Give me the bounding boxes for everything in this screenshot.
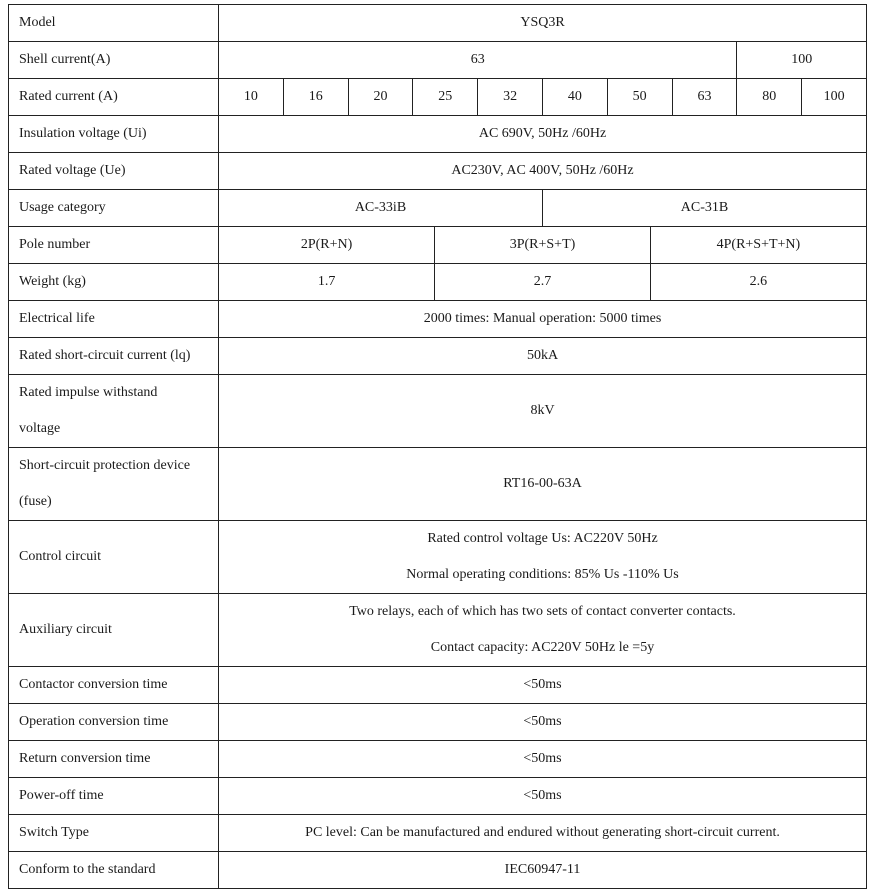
- rated-current-cell: 25: [413, 79, 478, 116]
- label-usage-category: Usage category: [9, 190, 219, 227]
- value-model: YSQ3R: [219, 5, 867, 42]
- label-shell-current: Shell current(A): [9, 42, 219, 79]
- value-pole-3p: 3P(R+S+T): [435, 227, 651, 263]
- label-impulse-voltage-line1: Rated impulse withstand: [19, 385, 158, 400]
- row-model: [9, 5, 867, 42]
- control-circuit-line2: Normal operating conditions: 85% Us -110% Us: [406, 567, 679, 582]
- label-protection-device-line2: (fuse): [19, 494, 52, 509]
- value-return-conversion: <50ms: [219, 741, 867, 778]
- rated-current-cell: 100: [802, 79, 867, 116]
- row-return-conversion: [9, 741, 867, 778]
- label-impulse-voltage-line2: voltage: [19, 421, 61, 436]
- row-shell-current: [9, 42, 867, 79]
- rated-current-cell: 40: [542, 79, 607, 116]
- row-control-circuit: [9, 521, 867, 594]
- value-usage-category-2: AC-31B: [542, 190, 866, 227]
- value-rated-voltage: AC230V, AC 400V, 50Hz /60Hz: [219, 153, 867, 190]
- pole-number-subtable: [219, 227, 866, 263]
- value-power-off: <50ms: [219, 778, 867, 815]
- label-pole-number: Pole number: [9, 227, 219, 264]
- label-rated-current: Rated current (A): [9, 79, 219, 116]
- value-weight-2p: 1.7: [219, 264, 435, 300]
- label-electrical-life: Electrical life: [9, 301, 219, 338]
- row-auxiliary-circuit: [9, 594, 867, 667]
- value-shell-current-63: 63: [219, 42, 737, 79]
- value-insulation-voltage: AC 690V, 50Hz /60Hz: [219, 116, 867, 153]
- label-short-circuit-current: Rated short-circuit current (lq): [9, 338, 219, 375]
- value-contactor-conversion: <50ms: [219, 667, 867, 704]
- row-usage-category: [9, 190, 867, 227]
- label-rated-voltage: Rated voltage (Ue): [9, 153, 219, 190]
- label-protection-device-line1: Short-circuit protection device: [19, 458, 191, 473]
- value-switch-type: PC level: Can be manufactured and endured without generating short-circuit current.: [219, 815, 867, 852]
- label-control-circuit: Control circuit: [9, 521, 219, 594]
- value-electrical-life: 2000 times: Manual operation: 5000 times: [219, 301, 867, 338]
- rated-current-cell: 50: [607, 79, 672, 116]
- value-control-circuit: [219, 521, 867, 594]
- row-weight: [9, 264, 867, 301]
- label-power-off: Power-off time: [9, 778, 219, 815]
- row-protection-device: [9, 448, 867, 521]
- value-standard: IEC60947-11: [219, 852, 867, 889]
- row-short-circuit-current: [9, 338, 867, 375]
- auxiliary-circuit-line1: Two relays, each of which has two sets of contact converter contacts.: [349, 604, 736, 619]
- rated-current-cell: 32: [478, 79, 543, 116]
- value-pole-2p: 2P(R+N): [219, 227, 435, 263]
- rated-current-cell: 63: [672, 79, 737, 116]
- label-protection-device: [9, 448, 219, 521]
- label-contactor-conversion: Contactor conversion time: [9, 667, 219, 704]
- value-pole-4p: 4P(R+S+T+N): [716, 237, 801, 252]
- label-standard: Conform to the standard: [9, 852, 219, 889]
- label-operation-conversion: Operation conversion time: [9, 704, 219, 741]
- value-usage-category-1: AC-33iB: [219, 190, 543, 227]
- value-auxiliary-circuit: [219, 594, 867, 667]
- label-return-conversion: Return conversion time: [9, 741, 219, 778]
- weight-subtable: [219, 264, 866, 300]
- spec-table: [8, 4, 867, 889]
- row-power-off: [9, 778, 867, 815]
- pole-number-group: [219, 227, 867, 264]
- label-auxiliary-circuit: Auxiliary circuit: [9, 594, 219, 667]
- value-shell-current-100: 100: [737, 42, 867, 79]
- auxiliary-circuit-line2: Contact capacity: AC220V 50Hz le =5y: [430, 640, 655, 655]
- row-impulse-voltage: [9, 375, 867, 448]
- value-protection-device: RT16-00-63A: [219, 448, 867, 521]
- row-standard: [9, 852, 867, 889]
- rated-current-cell: 16: [283, 79, 348, 116]
- value-short-circuit-current: 50kA: [219, 338, 867, 375]
- rated-current-cell: 10: [219, 79, 284, 116]
- rated-current-cell: 20: [348, 79, 413, 116]
- label-impulse-voltage: [9, 375, 219, 448]
- value-operation-conversion: <50ms: [219, 704, 867, 741]
- row-insulation-voltage: [9, 116, 867, 153]
- row-operation-conversion: [9, 704, 867, 741]
- weight-group: [219, 264, 867, 301]
- row-rated-voltage: [9, 153, 867, 190]
- row-rated-current: [9, 79, 867, 116]
- label-switch-type: Switch Type: [9, 815, 219, 852]
- label-model: Model: [9, 5, 219, 42]
- label-weight: Weight (kg): [9, 264, 219, 301]
- control-circuit-line1: Rated control voltage Us: AC220V 50Hz: [427, 531, 658, 546]
- label-insulation-voltage: Insulation voltage (Ui): [9, 116, 219, 153]
- value-weight-3p: 2.7: [435, 264, 651, 300]
- row-switch-type: [9, 815, 867, 852]
- value-weight-4p: 2.6: [749, 274, 768, 289]
- row-pole-number: [9, 227, 867, 264]
- value-impulse-voltage: 8kV: [219, 375, 867, 448]
- row-electrical-life: [9, 301, 867, 338]
- rated-current-cell: 80: [737, 79, 802, 116]
- row-contactor-conversion: [9, 667, 867, 704]
